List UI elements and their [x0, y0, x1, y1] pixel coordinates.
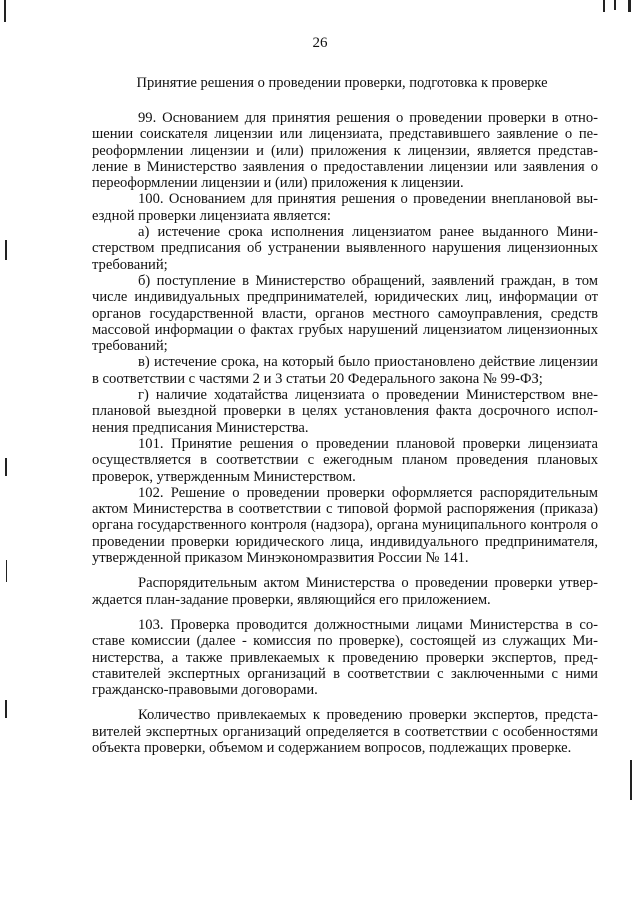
scan-edge-mark-left-2 [5, 458, 7, 476]
paragraph-102: 102. Решение о проведении проверки оформляется распорядительным актом Министерства в соответствии с типовой формой распоряжения (приказа) органа государственного контроля (надзора), органа муниципального контроля о проведении проверки юридического лица, индивидуального предпринимателя, утвержденной приказом Минэкономразвития России № 141. [92, 484, 598, 567]
paragraph-101: 101. Принятие решения о проведении плановой проверки лицензиата осуществляется в соответствии с ежегодным планом проведения плановых проверок, утвержденным Министерством. [92, 435, 598, 485]
scan-edge-mark-left-4 [5, 700, 7, 718]
paragraph-103: 103. Проверка проводится должностными лицами Министерства в составе комиссии (далее - комиссия по проверке), состоящей из служащих Министерства, а также привлекаемых к проведению проверки экспертов, представителей экспертных организаций в соответствии с заключенными с ними гражданско-правовыми договорами. [92, 616, 598, 699]
document-body [92, 110, 598, 756]
item-a: а) истечение срока исполнения лицензиатом ранее выданного Министерством предписания об устранении выявленного нарушения лицензионных требований; [92, 224, 598, 273]
scan-edge-mark-top-right-3 [628, 0, 631, 12]
paragraph-99: 99. Основанием для принятия решения о проведении проверки в отношении соискателя лицензии или лицензиата, представившего заявление о переоформлении лицензии и (или) приложения к лицензии, является представление в Министерство заявления о предоставлении лицензии или заявления о переоформлении лицензии и (или) приложения к лицензии. [92, 110, 598, 192]
scan-edge-mark-right [630, 760, 632, 800]
item-v: в) истечение срока, на который было приостановлено действие лицензии в соответствии с частями 2 и 3 статьи 20 Федерального закона № 99-ФЗ; [92, 354, 598, 387]
scan-edge-mark-left-1 [5, 240, 7, 260]
section-title: Принятие решения о проведении проверки, подготовка к проверке [136, 75, 548, 91]
scan-edge-mark-top-right-1 [603, 0, 605, 12]
item-g: г) наличие ходатайства лицензиата о проведении Министерством внеплановой выездной проверки в целях установления факта досрочного исполнения предписания Министерства. [92, 387, 598, 436]
item-b: б) поступление в Министерство обращений, заявлений граждан, в том числе индивидуальных предпринимателей, юридических лиц, информации от органов государственной власти, органов местного самоуправления, средств массовой информации о фактах грубых нарушений лицензиатом лицензионных требований; [92, 272, 598, 355]
page-number: 26 [312, 35, 328, 51]
paragraph-order-plan: Распорядительным актом Министерства о проведении проверки утверждается план-задание проверки, являющийся его приложением. [92, 575, 598, 608]
scan-edge-mark-top-right-2 [614, 0, 616, 10]
scan-edge-mark-top-left [4, 0, 6, 22]
paragraph-experts-count: Количество привлекаемых к проведению проверки экспертов, представителей экспертных организаций определяется в соответствии с особенностями объекта проверки, объемом и содержанием вопросов, подлежащих проверке. [92, 707, 598, 756]
paragraph-100: 100. Основанием для принятия решения о проведении внеплановой выездной проверки лицензиата является: [92, 191, 598, 224]
scan-edge-mark-left-3 [6, 560, 7, 582]
